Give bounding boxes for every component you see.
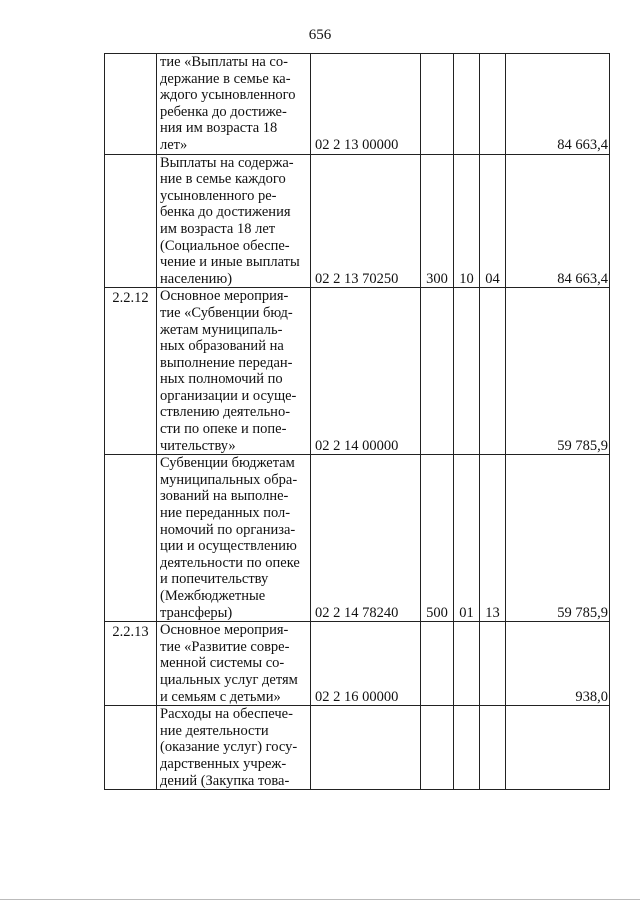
row-sum: 59 785,9 [506,288,610,455]
table-row [105,455,610,622]
row-name: Основное мероприя- тие «Развитие совре- менной системы со- циальных услуг детям и семьям с детьми» [157,622,311,706]
row-number [105,706,157,790]
row-code: 02 2 13 00000 [311,54,421,155]
row-number: 2.2.13 [105,622,157,706]
row-number [105,154,157,288]
row-vr: 500 [421,455,454,622]
table-row [105,54,610,155]
row-vr [421,54,454,155]
row-sum: 59 785,9 [506,455,610,622]
budget-table [104,53,610,790]
row-number [105,455,157,622]
row-code: 02 2 16 00000 [311,622,421,706]
page-bottom-edge [0,899,640,900]
row-vr [421,622,454,706]
row-rz: 10 [454,154,480,288]
page-number: 656 [308,27,332,43]
row-pr [480,622,506,706]
row-number: 2.2.12 [105,288,157,455]
row-sum: 84 663,4 [506,54,610,155]
row-vr [421,288,454,455]
table-row [105,622,610,706]
row-rz [454,54,480,155]
table-row [105,288,610,455]
row-code: 02 2 14 78240 [311,455,421,622]
table-row [105,706,610,790]
row-name: тие «Выплаты на со- держание в семье ка- ждого усыновленного ребенка до достиже- ния им возраста 18 лет» [157,54,311,155]
row-code: 02 2 14 00000 [311,288,421,455]
row-pr [480,54,506,155]
row-sum: 938,0 [506,622,610,706]
row-name: Расходы на обеспече- ние деятельности (оказание услуг) госу- дарственных учреж- дений (Закупка това- [157,706,311,790]
row-code: 02 2 13 70250 [311,154,421,288]
row-vr [421,706,454,790]
row-rz [454,622,480,706]
row-vr: 300 [421,154,454,288]
row-pr [480,706,506,790]
row-pr: 13 [480,455,506,622]
row-name: Субвенции бюджетам муниципальных обра- зований на выполне- ние переданных пол- номочий по организа- ции и осуществлению деятельности по опеке и попечительству (Межбюджетные трансферы) [157,455,311,622]
row-sum [506,706,610,790]
row-sum: 84 663,4 [506,154,610,288]
row-name: Основное мероприя- тие «Субвенции бюд- жетам муниципаль- ных образований на выполнение передан- ных полномочий по организации и осуще- ствлению деятельно- сти по опеке и попе- чительству» [157,288,311,455]
row-rz [454,706,480,790]
row-code [311,706,421,790]
row-rz [454,288,480,455]
row-pr: 04 [480,154,506,288]
row-rz: 01 [454,455,480,622]
row-name: Выплаты на содержа- ние в семье каждого усыновленного ре- бенка до достижения им возраста 18 лет (Социальное обеспе- чение и иные выплаты населению) [157,154,311,288]
table-row [105,154,610,288]
row-pr [480,288,506,455]
row-number [105,54,157,155]
